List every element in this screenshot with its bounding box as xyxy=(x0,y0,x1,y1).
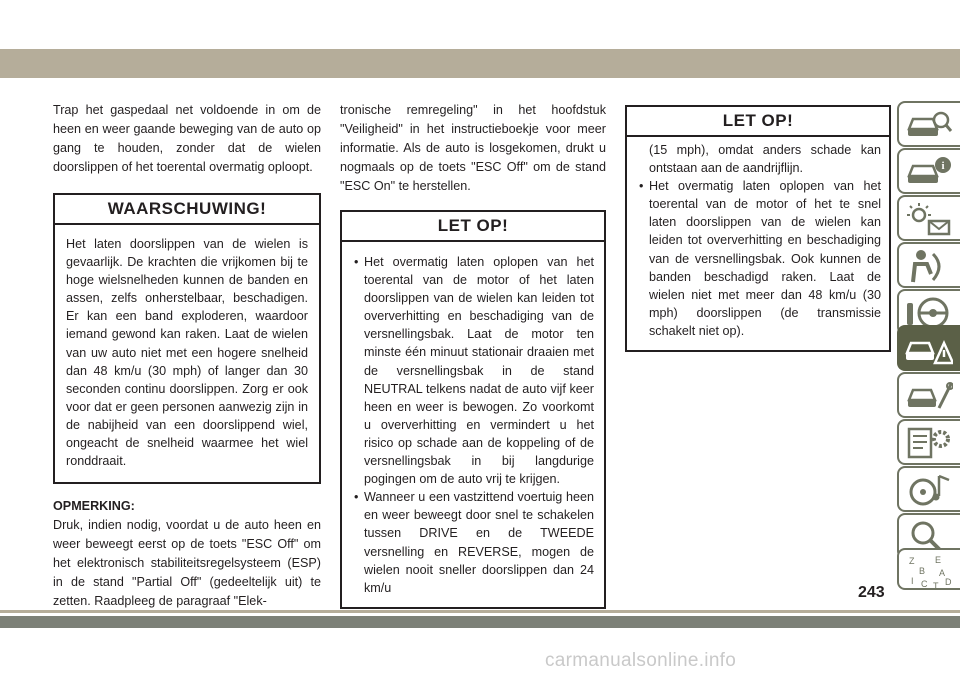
page-number: 243 xyxy=(858,584,885,601)
sidebar-tab-maintenance[interactable] xyxy=(897,372,960,418)
car-maintenance-icon xyxy=(905,378,953,414)
watermark: carmanualsonline.info xyxy=(545,650,737,671)
sidebar-tab-emergencies[interactable] xyxy=(897,325,960,371)
airbag-safety-icon xyxy=(905,248,953,284)
specifications-gear-icon xyxy=(905,425,953,461)
caution-box-continued xyxy=(625,105,891,352)
sidebar-tab-safety[interactable] xyxy=(897,242,960,288)
caution-title: LET OP! xyxy=(627,107,889,137)
warning-title: WAARSCHUWING! xyxy=(55,195,319,225)
header-bar xyxy=(0,49,960,78)
sidebar-tab-specifications[interactable] xyxy=(897,419,960,465)
index-letter: T xyxy=(933,581,939,590)
note-title: OPMERKING: xyxy=(53,499,135,514)
index-letter: C xyxy=(921,579,928,589)
sidebar-tab-index[interactable] xyxy=(897,548,960,590)
warning-lights-message-icon xyxy=(905,201,953,237)
sidebar-tab-multimedia[interactable] xyxy=(897,466,960,512)
column-1 xyxy=(53,101,321,611)
column-2 xyxy=(340,101,606,609)
index-letter: A xyxy=(939,568,946,578)
sidebar-tab-car-search[interactable] xyxy=(897,101,960,147)
caution-item: • Wanneer u een vastzittend voertuig heen en weer beweegt door snel te schakelen tussen DRIVE en de TWEEDE versnelling en REVERSE, mogen de wielen nooit sneller doorslippen dan 24 km/u xyxy=(354,488,594,597)
sidebar-tab-warning-lights[interactable] xyxy=(897,195,960,241)
sidebar-tab-car-info[interactable] xyxy=(897,148,960,194)
note-text: Druk, indien nodig, voordat u de auto heen en weer beweegt eerst op de toets "ESC Off" om het elektronisch stabiliteitsregelsysteem (ESP) in de stand "Partial Off" (gedeeltelijk uit) te zetten. Raadpleeg de paragraaf "Elek- xyxy=(53,518,321,609)
car-info-icon xyxy=(905,154,953,190)
column-3 xyxy=(625,105,891,352)
car-breakdown-warning-icon xyxy=(905,331,953,367)
index-letter: D xyxy=(945,577,952,587)
warning-text: Het laten doorslippen van de wielen is gevaarlijk. De krachten die vrijkomen bij te hoge wielsnelheden kunnen de banden en assen, zelfs onherstelbaar, beschadigen. Er kan een band exploderen, waardoor iemand gewond kan raken. Laat de wielen van uw auto niet met een hogere snelheid dan 48 km/u (30 mph) of langer dan 30 seconden continu doorslippen. Zorg er ook voor dat er geen personen aanwezig zijn in de nabijheid van een doorslippend wiel, ongeacht de snelheid waarmee het wiel ronddraait. xyxy=(66,237,308,469)
multimedia-music-icon xyxy=(905,472,953,508)
index-letter: B xyxy=(919,566,926,576)
caution-continued-text: (15 mph), omdat anders schade kan ontstaan aan de aandrijflijn. xyxy=(649,143,881,176)
index-alphabet-icon xyxy=(905,554,953,590)
caution-box xyxy=(340,210,606,609)
caution-item: • Het overmatig laten oplopen van het toerental van de motor of het laten doorslippen van de wielen kan leiden tot oververhitting en beschadiging van de versnellingsbak. Laat de motor ten minste één minuut stationair draaien met de versnellingsbak in de stand NEUTRAL telkens nadat de auto vijf keer heen en weer is bewogen. Zo voorkomt u oververhitting en vermindert u het risico op schade aan de koppeling of de versnellingsbak in bij langdurige pogingen om de auto vrij te krijgen. xyxy=(354,253,594,488)
svg-text:i: i xyxy=(941,160,945,172)
car-search-icon xyxy=(905,107,953,143)
warning-box xyxy=(53,193,321,484)
index-letter: E xyxy=(935,555,942,565)
intro-paragraph: Trap het gaspedaal net voldoende in om de heen en weer gaande beweging van de auto op gang te houden, zonder dat de wielen doorslippen of het toerental overmatig oploopt. xyxy=(53,103,321,174)
caution-item: • Het overmatig laten oplopen van het toerental van de motor of het te snel laten doorslippen van de wielen kan leiden tot oververhitting en beschadiging van de versnellingsbak. Ook kunnen de banden beschadigd raken. Laat de wielen niet met meer dan 48 km/u (30 mph) doorslippen (de transmissie schakelt niet op). xyxy=(639,177,881,340)
index-letter: I xyxy=(911,576,914,586)
caution-title: LET OP! xyxy=(342,212,604,242)
continued-paragraph: tronische remregeling" in het hoofdstuk "Veiligheid" in het instructieboekje voor meer informatie. Als de auto is losgekomen, drukt u nogmaals op de toets "ESC Off" om de stand "ESC On" te herstellen. xyxy=(340,103,606,193)
header-band xyxy=(0,0,960,78)
index-letter: Z xyxy=(909,556,915,566)
footer-band xyxy=(0,616,960,628)
